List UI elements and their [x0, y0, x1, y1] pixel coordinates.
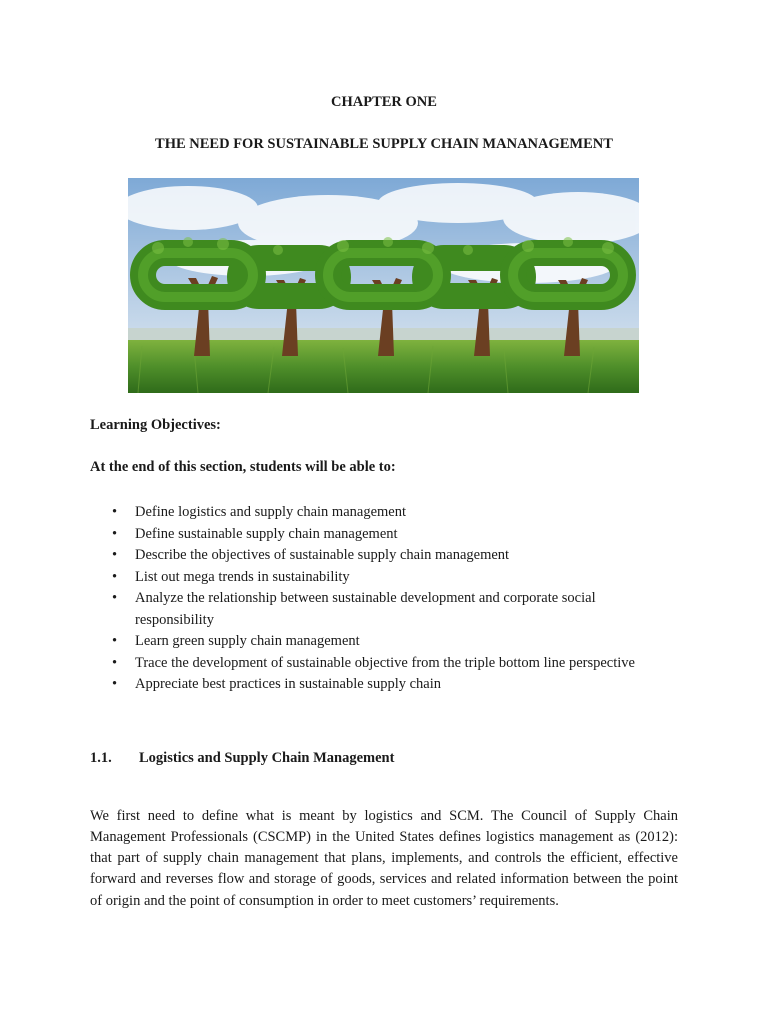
- chapter-title: THE NEED FOR SUSTAINABLE SUPPLY CHAIN MANANAGEMENT: [155, 136, 613, 152]
- section-heading: [90, 750, 394, 767]
- section-number: 1.1.: [90, 750, 112, 766]
- list-item: • Learn green supply chain management: [90, 631, 650, 653]
- list-item: • Describe the objectives of sustainable supply chain management: [90, 545, 650, 567]
- chapter-label: CHAPTER ONE: [331, 94, 437, 110]
- list-item: • Analyze the relationship between sustainable development and corporate social responsibility: [90, 588, 650, 631]
- list-item: • Trace the development of sustainable objective from the triple bottom line perspective: [90, 653, 650, 675]
- list-item: • Define sustainable supply chain management: [90, 524, 650, 546]
- section-paragraph: We first need to define what is meant by logistics and SCM. The Council of Supply Chain Management Professionals (CSCMP) in the United States defines logistics management as (2012): that part of supply chain management that plans, implements, and controls the efficient, effective forward and reverses flow and storage of goods, services and related information between the point of origin and the point of consumption in order to meet customers’ requirements.: [90, 807, 678, 909]
- list-item: • List out mega trends in sustainability: [90, 567, 650, 589]
- section-title: Logistics and Supply Chain Management: [139, 750, 395, 766]
- learning-objectives-intro: At the end of this section, students will be able to:: [90, 459, 396, 475]
- learning-objectives-heading: Learning Objectives:: [90, 417, 221, 433]
- list-item: • Appreciate best practices in sustainable supply chain: [90, 674, 650, 696]
- objectives-list: [90, 502, 650, 696]
- tree-chain-illustration: [128, 178, 639, 393]
- list-item: • Define logistics and supply chain management: [90, 502, 650, 524]
